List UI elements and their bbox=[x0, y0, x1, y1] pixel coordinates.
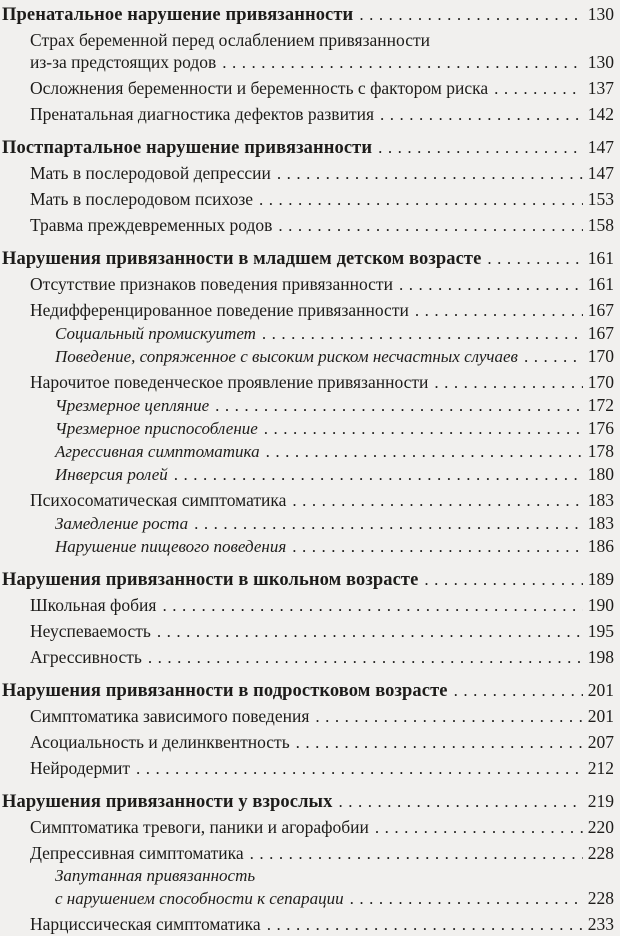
leader-dots bbox=[296, 732, 583, 754]
toc-entry bbox=[2, 214, 614, 237]
toc-entry-title: Нарочитое поведенческое проявление привязанности bbox=[30, 372, 429, 392]
toc-entry-page: 161 bbox=[587, 248, 614, 268]
toc-entry-title: Страх беременной перед ослаблением привязанности bbox=[30, 30, 430, 50]
toc-entry-page: 137 bbox=[587, 78, 614, 98]
leader-dots bbox=[194, 513, 583, 535]
toc-line bbox=[55, 322, 614, 345]
leader-dots bbox=[434, 372, 583, 394]
toc-entry bbox=[2, 371, 614, 394]
toc-entry bbox=[2, 594, 614, 617]
toc-line bbox=[2, 679, 614, 702]
toc-line bbox=[30, 214, 614, 237]
toc-line bbox=[55, 887, 614, 910]
toc-entry-page: 147 bbox=[587, 137, 614, 157]
toc-entry-title: Асоциальность и делинквентность bbox=[30, 732, 290, 752]
toc-entry-page: 170 bbox=[587, 346, 614, 366]
toc-entry bbox=[2, 463, 614, 486]
toc-entry-page: 167 bbox=[587, 323, 614, 343]
toc-entry-title: Пренатальная диагностика дефектов развития bbox=[30, 104, 375, 124]
leader-dots bbox=[262, 323, 583, 345]
toc-entry-title: Травма преждевременных родов bbox=[30, 215, 273, 235]
leader-dots bbox=[494, 78, 583, 100]
toc-line-continued bbox=[30, 29, 614, 51]
toc-line bbox=[55, 394, 614, 417]
toc-entry-title: Неуспеваемость bbox=[30, 621, 151, 641]
toc-line bbox=[30, 705, 614, 728]
toc-entry-title: Нарушения привязанности в школьном возрасте bbox=[2, 570, 419, 590]
toc-line bbox=[30, 913, 614, 936]
toc-entry-page: 201 bbox=[587, 706, 614, 726]
toc-entry-page: 176 bbox=[587, 418, 614, 438]
toc-entry-title: Социальный промискуитет bbox=[55, 324, 256, 343]
toc-entry-page: 130 bbox=[587, 4, 614, 24]
toc-entry-page: 228 bbox=[587, 843, 614, 863]
toc-entry-title: Мать в послеродовой депрессии bbox=[30, 163, 271, 183]
toc-line bbox=[2, 247, 614, 270]
toc-line bbox=[55, 463, 614, 486]
toc-entry bbox=[2, 646, 614, 669]
toc-entry-title: с нарушением способности к сепарации bbox=[55, 889, 344, 908]
leader-dots bbox=[278, 215, 583, 237]
toc-entry-title: Симптоматика зависимого поведения bbox=[30, 706, 310, 726]
toc-entry-title: Запутанная привязанность bbox=[55, 866, 256, 885]
toc-line bbox=[30, 103, 614, 126]
toc-entry-page: 147 bbox=[587, 163, 614, 183]
toc-entry-page: 195 bbox=[587, 621, 614, 641]
toc-entry-title: Нарушение пищевого поведения bbox=[55, 537, 287, 556]
leader-dots bbox=[222, 52, 583, 74]
toc-line bbox=[30, 162, 614, 185]
toc-entry-title: Замедление роста bbox=[55, 514, 189, 533]
leader-dots bbox=[378, 137, 583, 159]
toc-entry-title: Нейродермит bbox=[30, 758, 131, 778]
toc-line bbox=[2, 568, 614, 591]
toc-entry bbox=[2, 790, 614, 813]
toc-entry-title: Осложнения беременности и беременность с фактором риска bbox=[30, 78, 489, 98]
toc-entry-page: 153 bbox=[587, 189, 614, 209]
toc-entry bbox=[2, 247, 614, 270]
toc-entry-title: Школьная фобия bbox=[30, 595, 157, 615]
toc-entry bbox=[2, 568, 614, 591]
toc-entry-title: Недифференцированное поведение привязанности bbox=[30, 300, 409, 320]
toc-entry-title: Агрессивность bbox=[30, 647, 142, 667]
leader-dots bbox=[259, 189, 583, 211]
leader-dots bbox=[487, 248, 583, 270]
toc-line bbox=[55, 535, 614, 558]
toc-entry bbox=[2, 103, 614, 126]
toc-entry-page: 158 bbox=[587, 215, 614, 235]
toc-entry bbox=[2, 842, 614, 865]
toc-entry bbox=[2, 679, 614, 702]
toc-line bbox=[55, 345, 614, 368]
toc-line bbox=[30, 273, 614, 296]
toc-entry bbox=[2, 299, 614, 322]
toc-entry-title: Психосоматическая симптоматика bbox=[30, 490, 287, 510]
leader-dots bbox=[424, 569, 583, 591]
leader-dots bbox=[215, 395, 583, 417]
toc-entry bbox=[2, 705, 614, 728]
toc-entry-page: 212 bbox=[587, 758, 614, 778]
toc-entry-page: 207 bbox=[587, 732, 614, 752]
leader-dots bbox=[399, 274, 583, 296]
toc-entry bbox=[2, 512, 614, 535]
toc-entry bbox=[2, 757, 614, 780]
toc-line bbox=[30, 594, 614, 617]
toc-line bbox=[30, 646, 614, 669]
toc-entry-title: Чрезмерное цепляние bbox=[55, 396, 210, 415]
toc-entry bbox=[2, 417, 614, 440]
toc-line bbox=[55, 440, 614, 463]
toc-entry bbox=[2, 162, 614, 185]
toc-line bbox=[2, 136, 614, 159]
toc-entry-page: 167 bbox=[587, 300, 614, 320]
toc-entry-page: 201 bbox=[587, 680, 614, 700]
leader-dots bbox=[454, 680, 583, 702]
toc-line bbox=[30, 371, 614, 394]
leader-dots bbox=[292, 536, 583, 558]
toc-entry-title: Нарушения привязанности в младшем детском возрасте bbox=[2, 249, 482, 269]
toc-entry-page: 219 bbox=[587, 791, 614, 811]
toc-entry bbox=[2, 322, 614, 345]
toc-entry-title: Нарциссическая симптоматика bbox=[30, 914, 261, 934]
toc-entry bbox=[2, 345, 614, 368]
leader-dots bbox=[157, 621, 583, 643]
toc-entry-page: 130 bbox=[587, 52, 614, 72]
leader-dots bbox=[267, 914, 583, 936]
toc-line bbox=[2, 790, 614, 813]
toc-entry-page: 233 bbox=[587, 914, 614, 934]
leader-dots bbox=[162, 595, 583, 617]
toc-entry-page: 183 bbox=[587, 513, 614, 533]
toc-entry-page: 170 bbox=[587, 372, 614, 392]
toc-entry-title: Симптоматика тревоги, паники и агорафобии bbox=[30, 817, 369, 837]
toc-line bbox=[30, 816, 614, 839]
leader-dots bbox=[380, 104, 583, 126]
toc-entry-title: Чрезмерное приспособление bbox=[55, 419, 258, 438]
toc-entry bbox=[2, 913, 614, 936]
toc-line bbox=[30, 620, 614, 643]
leader-dots bbox=[148, 647, 583, 669]
toc-entry bbox=[2, 77, 614, 100]
toc-line bbox=[2, 3, 614, 26]
toc-entry-title: Отсутствие признаков поведения привязанности bbox=[30, 274, 393, 294]
toc-entry-page: 220 bbox=[587, 817, 614, 837]
toc-entry-title: Постпартальное нарушение привязанности bbox=[2, 138, 373, 158]
toc-entry-page: 190 bbox=[587, 595, 614, 615]
toc-line bbox=[30, 77, 614, 100]
toc-entry-title: Поведение, сопряженное с высоким риском несчастных случаев bbox=[55, 347, 518, 366]
toc-entry bbox=[2, 188, 614, 211]
leader-dots bbox=[174, 464, 583, 486]
toc-line bbox=[55, 417, 614, 440]
toc-line bbox=[30, 757, 614, 780]
toc-entry-title: Депрессивная симптоматика bbox=[30, 843, 244, 863]
toc-entry bbox=[2, 3, 614, 26]
toc-entry bbox=[2, 394, 614, 417]
toc-line bbox=[55, 512, 614, 535]
toc-entry-page: 172 bbox=[587, 395, 614, 415]
toc-entry bbox=[2, 440, 614, 463]
toc-line bbox=[30, 51, 614, 74]
toc-line bbox=[30, 299, 614, 322]
toc-entry bbox=[2, 136, 614, 159]
toc-line bbox=[30, 489, 614, 512]
leader-dots bbox=[264, 418, 583, 440]
leader-dots bbox=[277, 163, 583, 185]
toc-entry bbox=[2, 865, 614, 910]
leader-dots bbox=[315, 706, 583, 728]
toc-entry-title: Агрессивная симптоматика bbox=[55, 442, 260, 461]
toc-line bbox=[30, 731, 614, 754]
toc-entry-title: Инверсия ролей bbox=[55, 465, 168, 484]
toc-entry bbox=[2, 620, 614, 643]
toc-entry-page: 178 bbox=[587, 441, 614, 461]
leader-dots bbox=[524, 346, 583, 368]
toc-entry-page: 189 bbox=[587, 569, 614, 589]
toc-line bbox=[30, 188, 614, 211]
toc-entry-title: Мать в послеродовом психозе bbox=[30, 189, 254, 209]
leader-dots bbox=[136, 758, 583, 780]
toc-entry bbox=[2, 535, 614, 558]
toc-entry-page: 161 bbox=[587, 274, 614, 294]
leader-dots bbox=[338, 791, 583, 813]
toc-entry-title: Нарушения привязанности в подростковом возрасте bbox=[2, 681, 448, 701]
toc-entry-title: Пренатальное нарушение привязанности bbox=[2, 5, 354, 25]
toc-entry-title: из-за предстоящих родов bbox=[30, 52, 217, 72]
toc-entry bbox=[2, 273, 614, 296]
toc-line-continued bbox=[55, 865, 614, 887]
toc-entry bbox=[2, 816, 614, 839]
toc-entry-page: 228 bbox=[587, 888, 614, 908]
toc-entry bbox=[2, 731, 614, 754]
toc-entry-page: 180 bbox=[587, 464, 614, 484]
leader-dots bbox=[375, 817, 583, 839]
toc-line bbox=[30, 842, 614, 865]
leader-dots bbox=[266, 441, 583, 463]
toc-entry bbox=[2, 489, 614, 512]
toc-entry-page: 142 bbox=[587, 104, 614, 124]
leader-dots bbox=[250, 843, 583, 865]
toc-entry-title: Нарушения привязанности у взрослых bbox=[2, 792, 333, 812]
leader-dots bbox=[415, 300, 583, 322]
toc-entry bbox=[2, 29, 614, 74]
toc-entry-page: 198 bbox=[587, 647, 614, 667]
toc-entry-page: 183 bbox=[587, 490, 614, 510]
leader-dots bbox=[292, 490, 583, 512]
toc-entry-page: 186 bbox=[587, 536, 614, 556]
leader-dots bbox=[350, 888, 583, 910]
leader-dots bbox=[359, 4, 583, 26]
